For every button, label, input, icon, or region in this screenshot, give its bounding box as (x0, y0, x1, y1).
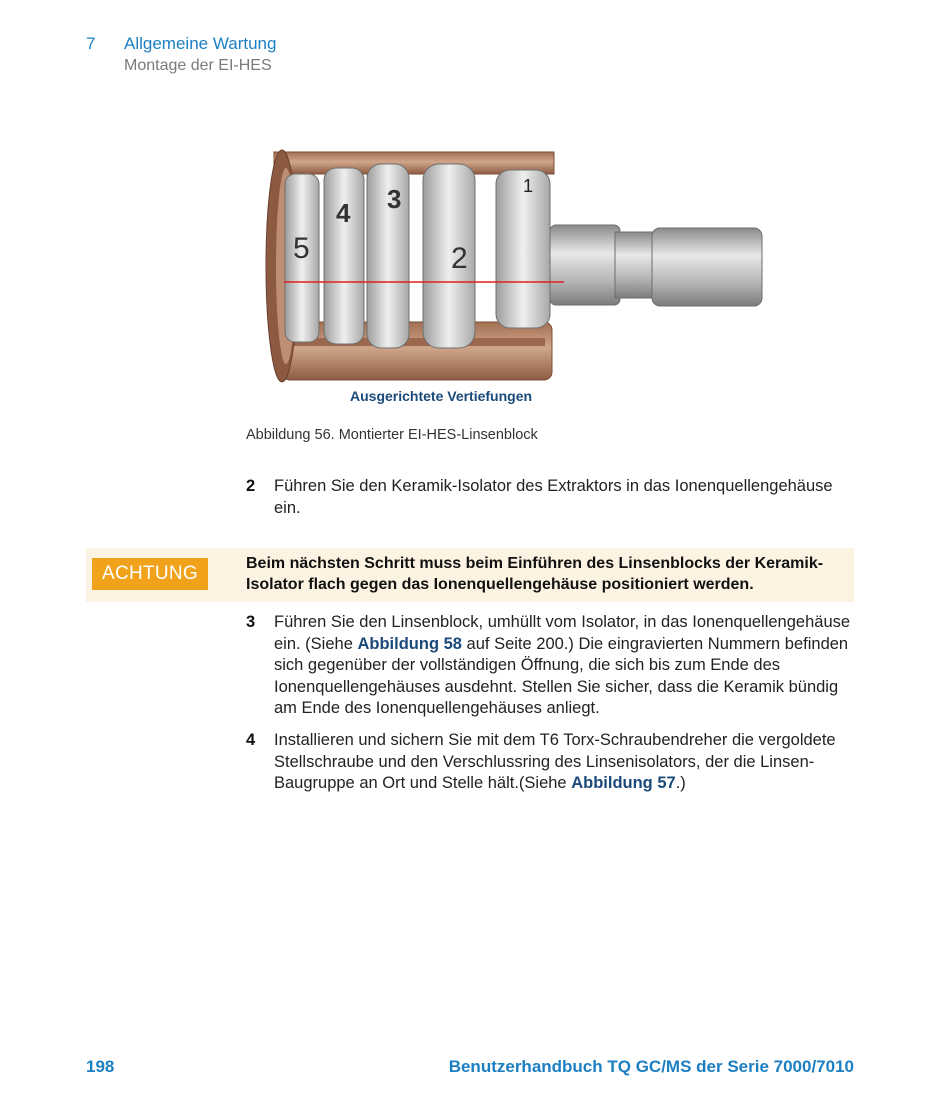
figure-link[interactable]: Abbildung 58 (357, 634, 462, 653)
warning-text: Beim nächsten Schritt muss beim Einführen des Linsenblocks der Keramik-Isolator flach gegen das Ionenquellengehäuse positioniert werden. (246, 555, 824, 593)
figure-label: Ausgerichtete Vertiefungen (350, 388, 533, 404)
warning-tag: ACHTUNG (92, 558, 208, 590)
step-number: 2 (246, 477, 256, 495)
figure-caption: Abbildung 56. Montierter EI-HES-Linsenblock (246, 427, 538, 443)
lens-number-5: 5 (293, 232, 310, 265)
lens-number-2: 2 (451, 242, 468, 275)
lens-disc-4 (324, 168, 364, 344)
step-2 (246, 476, 856, 519)
step-text: Führen Sie den Keramik-Isolator des Extraktors in das Ionenquellengehäuse ein. (274, 477, 833, 517)
figure-link[interactable]: Abbildung 57 (571, 774, 676, 792)
step-text (274, 612, 856, 720)
extractor-shaft (550, 225, 762, 306)
step-text-part: Installieren und sichern Sie mit dem T6 Torx-Schraubendreher die vergoldete Stellschraube und den Verschlussring des Linsenisolators, der die Linsen-Baugruppe an Ort und Stelle hält.(Siehe (274, 731, 836, 792)
lens-number-3: 3 (387, 184, 402, 214)
step-number: 4 (246, 731, 256, 749)
chapter-number: 7 (86, 34, 96, 53)
step-text-part: auf Seite 200.) Die eingravierten Nummern befinden sich gegenüber der vollständigen Öffnung, die sich bis zum Ende des Ionenquellengehäuses ausdehnt. Stellen Sie sicher, dass die Keramik bündig am Ende des Ionenquellengehäuses anliegt. (274, 634, 849, 717)
book-title: Benutzerhandbuch TQ GC/MS der Serie 7000/7010 (448, 1057, 854, 1076)
chapter-title: Allgemeine Wartung (124, 34, 277, 53)
step-number: 3 (246, 613, 256, 631)
step-text (274, 730, 856, 795)
step-4 (246, 730, 856, 795)
lens-number-1: 1 (523, 176, 534, 196)
lens-number-4: 4 (336, 198, 351, 228)
step-text-part: Führen Sie den Linsenblock, umhüllt vom Isolator, in das Ionenquellengehäuse ein. (Siehe (274, 613, 851, 653)
step-text-part: .) (675, 774, 686, 792)
page-number: 198 (86, 1057, 115, 1076)
step-3 (246, 612, 856, 720)
lens-block-illustration (260, 140, 780, 390)
section-title: Montage der EI-HES (124, 57, 272, 74)
